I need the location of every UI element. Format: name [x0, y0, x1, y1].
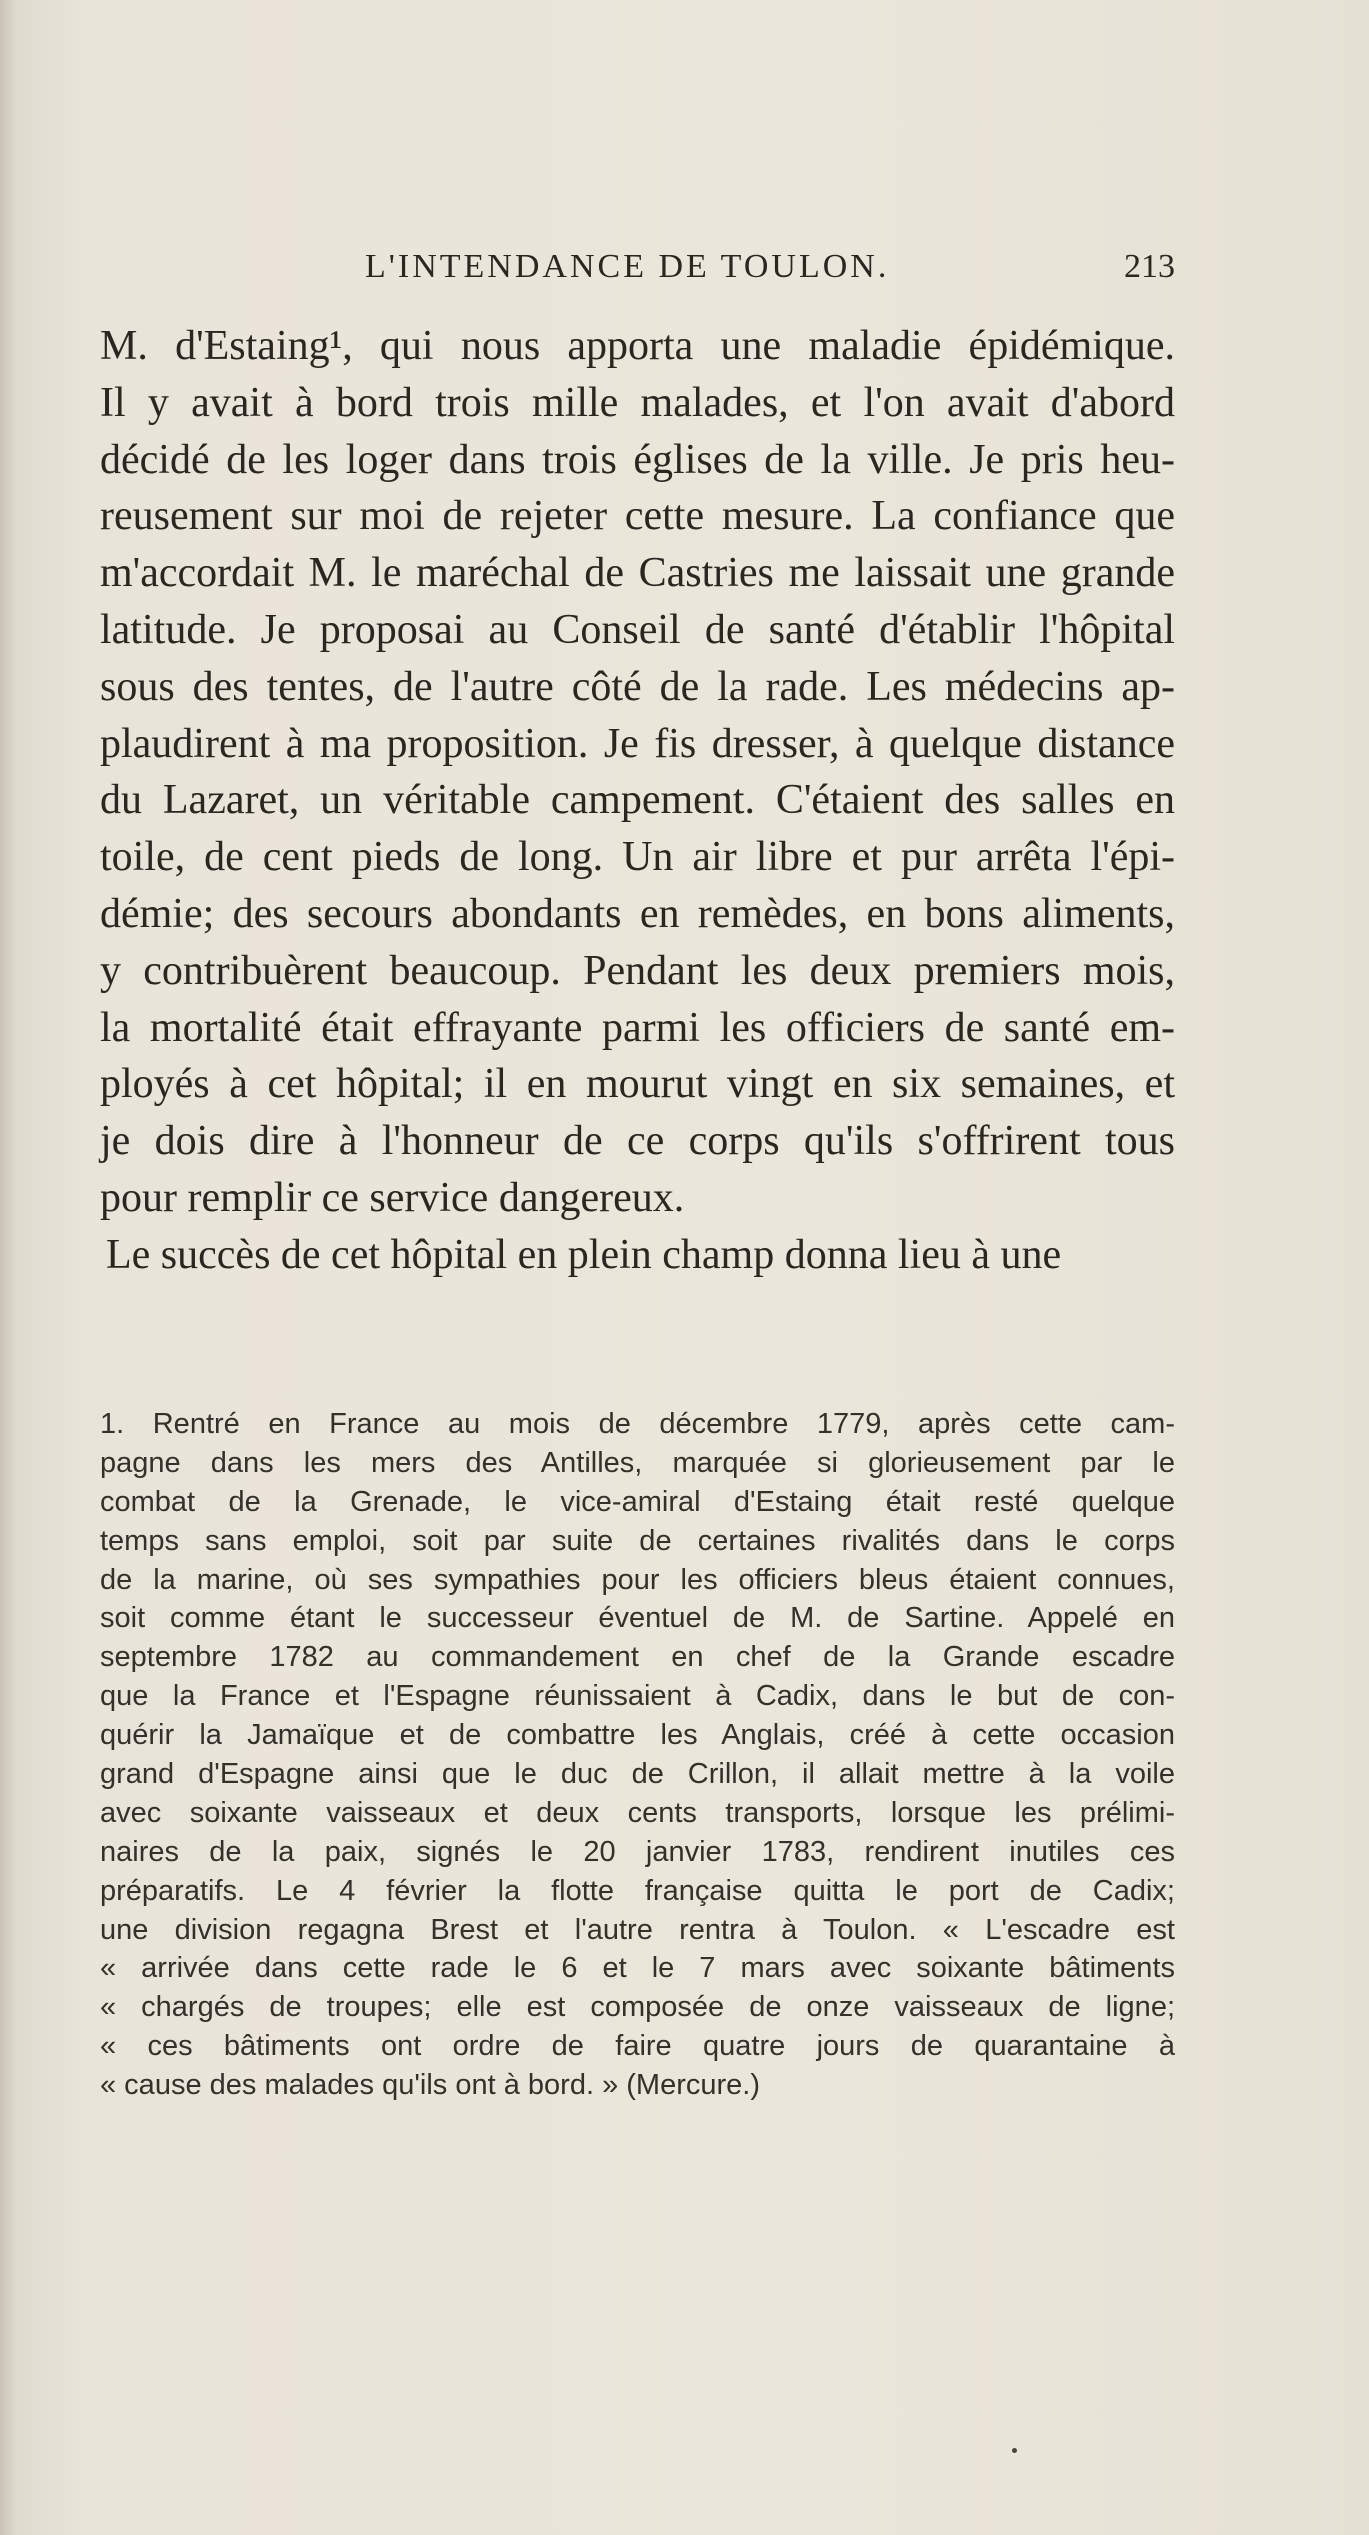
- footnote-line: « arrivée dans cette rade le 6 et le 7 mars avec soixante bâtiments: [100, 1952, 1175, 1985]
- body-line: Il y avait à bord trois mille malades, et l'on avait d'abord: [100, 379, 1175, 426]
- page-gutter-shadow: [0, 0, 18, 2535]
- footnote-line: « cause des malades qu'ils ont à bord. » (Mercure.): [100, 2069, 760, 2102]
- footnote-line: avec soixante vaisseaux et deux cents transports, lorsque les prélimi-: [100, 1796, 1175, 1829]
- body-line: pour remplir ce service dangereux.: [100, 1174, 685, 1221]
- running-head: L'INTENDANCE DE TOULON.: [365, 248, 890, 285]
- body-line: du Lazaret, un véritable campement. C'étaient des salles en: [100, 777, 1175, 824]
- body-line: M. d'Estaing¹, qui nous apporta une maladie épidémique.: [100, 323, 1175, 369]
- footnote-line: combat de la Grenade, le vice-amiral d'Estaing était resté quelque: [100, 1485, 1175, 1518]
- body-line: je dois dire à l'honneur de ce corps qu'ils s'offrirent tous: [100, 1118, 1175, 1165]
- footnote-line: pagne dans les mers des Antilles, marquée si glorieusement par le: [100, 1446, 1175, 1479]
- body-line: démie; des secours abondants en remèdes, en bons aliments,: [100, 890, 1175, 937]
- body-line: toile, de cent pieds de long. Un air libre et pur arrêta l'épi-: [100, 834, 1175, 881]
- body-line: plaudirent à ma proposition. Je fis dresser, à quelque distance: [100, 720, 1175, 767]
- footnote-line: 1. Rentré en France au mois de décembre 1779, après cette cam-: [100, 1408, 1175, 1440]
- page-number: 213: [1124, 248, 1175, 285]
- footnote-line: quérir la Jamaïque et de combattre les Anglais, créé à cette occasion: [100, 1719, 1175, 1752]
- body-line: y contribuèrent beaucoup. Pendant les deux premiers mois,: [100, 947, 1175, 994]
- footnote-line: grand d'Espagne ainsi que le duc de Crillon, il allait mettre à la voile: [100, 1758, 1175, 1791]
- footnote-line: « chargés de troupes; elle est composée de onze vaisseaux de ligne;: [100, 1991, 1175, 2024]
- body-line: reusement sur moi de rejeter cette mesure. La confiance que: [100, 493, 1175, 540]
- body-line: ployés à cet hôpital; il en mourut vingt en six semaines, et: [100, 1061, 1175, 1108]
- body-line: décidé de les loger dans trois églises de la ville. Je pris heu-: [100, 436, 1175, 483]
- footnote-line: naires de la paix, signés le 20 janvier 1783, rendirent inutiles ces: [100, 1835, 1175, 1868]
- footnote-line: soit comme étant le successeur éventuel de M. de Sartine. Appelé en: [100, 1602, 1175, 1635]
- body-line: Le succès de cet hôpital en plein champ donna lieu à une: [106, 1231, 1062, 1278]
- page-header: [100, 248, 1175, 298]
- body-line: la mortalité était effrayante parmi les officiers de santé em-: [100, 1004, 1175, 1051]
- footnote-line: une division regagna Brest et l'autre rentra à Toulon. « L'escadre est: [100, 1913, 1175, 1946]
- footnote-line: préparatifs. Le 4 février la flotte française quitta le port de Cadix;: [100, 1874, 1175, 1907]
- body-line: sous des tentes, de l'autre côté de la rade. Les médecins ap-: [100, 663, 1175, 710]
- body-text: [100, 318, 1175, 1284]
- paper-speck: [1012, 2448, 1017, 2453]
- footnotes: [100, 1405, 1175, 2105]
- footnote-line: « ces bâtiments ont ordre de faire quatre jours de quarantaine à: [100, 2030, 1175, 2063]
- body-line: m'accordait M. le maréchal de Castries me laissait une grande: [100, 550, 1175, 597]
- footnote-line: septembre 1782 au commandement en chef de la Grande escadre: [100, 1641, 1175, 1674]
- footnote-line: de la marine, où ses sympathies pour les officiers bleus étaient connues,: [100, 1563, 1175, 1596]
- body-line: latitude. Je proposai au Conseil de santé d'établir l'hôpital: [100, 606, 1175, 653]
- footnote-line: temps sans emploi, soit par suite de certaines rivalités dans le corps: [100, 1524, 1175, 1557]
- footnote-line: que la France et l'Espagne réunissaient à Cadix, dans le but de con-: [100, 1680, 1175, 1713]
